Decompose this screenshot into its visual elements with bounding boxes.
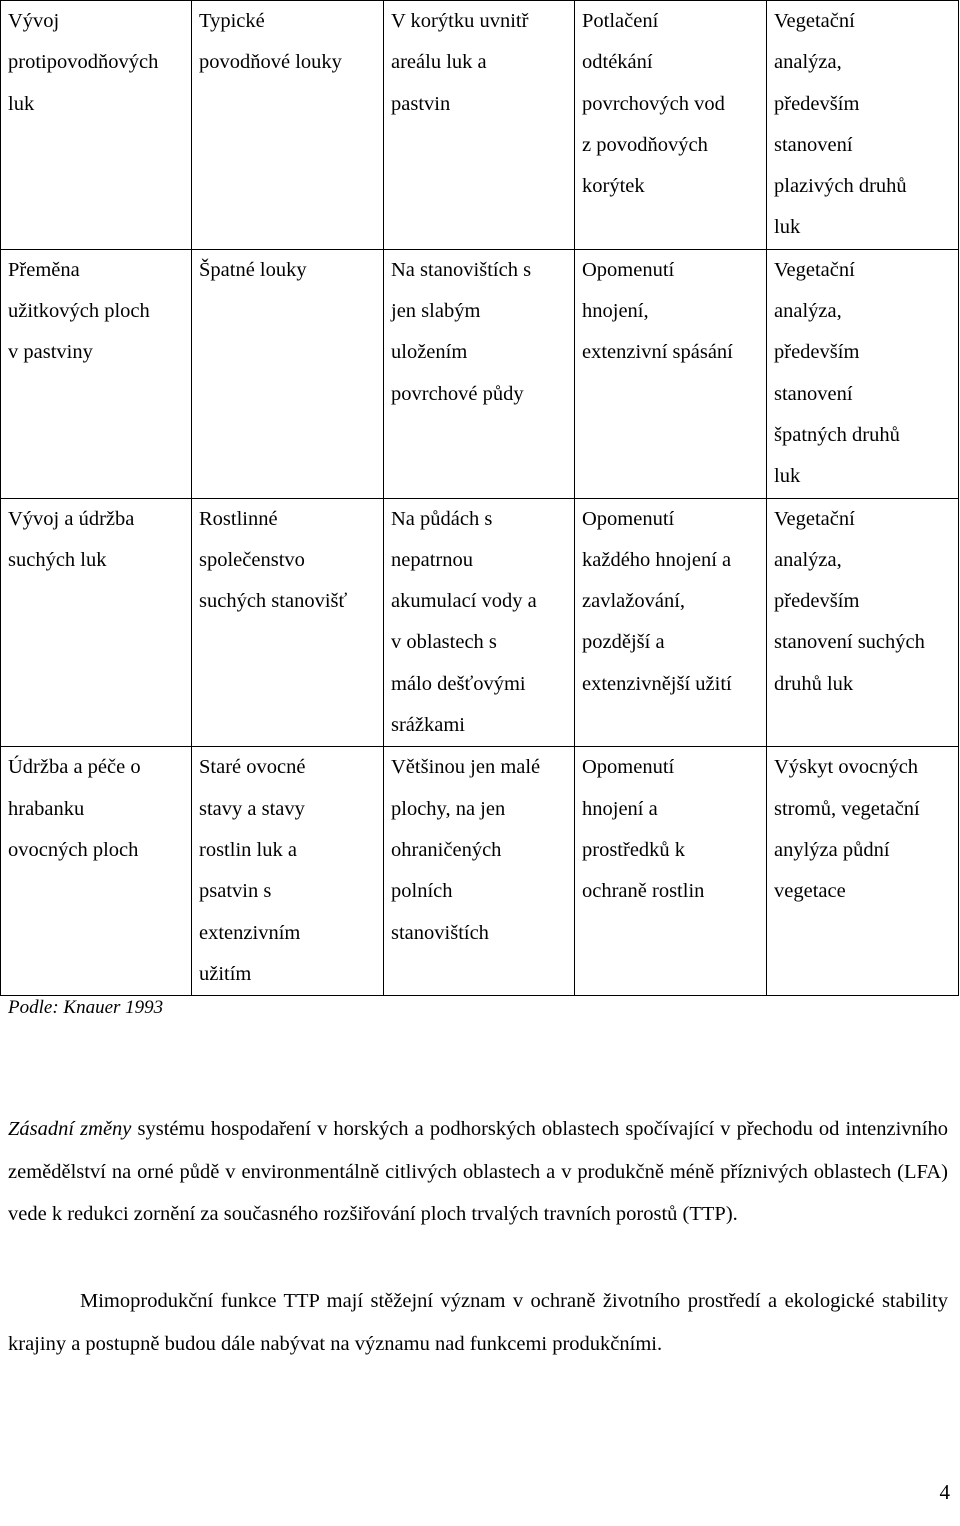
source-note: Podle: Knauer 1993	[8, 997, 164, 1018]
table-cell	[384, 249, 575, 498]
table-cell	[1, 249, 192, 498]
table-cell	[192, 498, 384, 747]
cell-text: Potlačení odtékání povrchových vod z povodňových korýtek	[582, 10, 725, 198]
cell-text: Na stanovištích s jen slabým uložením povrchové půdy	[391, 258, 532, 405]
table-cell	[575, 249, 767, 498]
cell-text: Vývoj protipovodňových luk	[8, 10, 159, 115]
table-cell	[192, 747, 384, 996]
cell-text: Opomenutí hnojení, extenzivní spásání	[582, 258, 733, 364]
cell-text: Rostlinné společenstvo suchých stanovišť	[199, 507, 348, 613]
cell-text: Vývoj a údržba suchých luk	[8, 507, 135, 571]
cell-text: Na půdách s nepatrnou akumulací vody a v oblastech s málo dešťovými srážkami	[391, 507, 537, 737]
table-row	[1, 747, 959, 996]
cell-text: Opomenutí hnojení a prostředků k ochraně rostlin	[582, 756, 705, 903]
table-row	[1, 249, 959, 498]
table-row	[1, 498, 959, 747]
table-cell	[575, 747, 767, 996]
table-cell	[384, 498, 575, 747]
paragraph-lead: Zásadní změny	[8, 1118, 132, 1140]
body-paragraph	[8, 1280, 948, 1365]
body-paragraph	[8, 1108, 948, 1236]
table-cell	[192, 249, 384, 498]
table-cell	[1, 1, 192, 250]
table-cell	[384, 1, 575, 250]
table-row	[1, 1, 959, 250]
cell-text: Výskyt ovocných stromů, vegetační anylýza půdní vegetace	[774, 756, 920, 903]
table-cell	[767, 498, 959, 747]
table-cell	[767, 1, 959, 250]
cell-text: Vegetační analýza, především stanovení špatných druhů luk	[774, 258, 900, 488]
page-number: 4	[939, 1480, 950, 1504]
cell-text: Vegetační analýza, především stanovení plazivých druhů luk	[774, 10, 907, 239]
cell-text: Staré ovocné stavy a stavy rostlin luk a psatvin s extenzivním užitím	[199, 756, 306, 985]
table-cell	[1, 498, 192, 747]
table-cell	[1, 747, 192, 996]
table-cell	[767, 249, 959, 498]
table-cell	[575, 1, 767, 250]
paragraph-text: Mimoprodukční funkce TTP mají stěžejní význam v ochraně životního prostředí a ekologické stability krajiny a postupně budou dále nabývat na významu nad funkcemi produkčními.	[8, 1290, 948, 1355]
cell-text: Přeměna užitkových ploch v pastviny	[8, 258, 150, 364]
table-cell	[192, 1, 384, 250]
cell-text: Údržba a péče o hrabanku ovocných ploch	[8, 756, 141, 861]
cell-text: Typické povodňové louky	[199, 10, 342, 74]
cell-text: Většinou jen malé plochy, na jen ohraničených polních stanovištích	[391, 756, 541, 944]
cell-text: Vegetační analýza, především stanovení suchých druhů luk	[774, 507, 925, 695]
paragraph-text: systému hospodaření v horských a podhorských oblastech spočívající v přechodu od intenzivního zemědělství na orné půdě v environmentálně citlivých oblastech a v produkčně méně příznivých oblastech (LFA) vede k redukci zornění za současného rozšiřování ploch trvalých travních porostů (TTP).	[8, 1118, 948, 1226]
table-cell	[767, 747, 959, 996]
cell-text: V korýtku uvnitř areálu luk a pastvin	[391, 10, 529, 115]
cell-text: Opomenutí každého hnojení a zavlažování, pozdější a extenzivnější užití	[582, 507, 732, 695]
cell-text: Špatné louky	[199, 258, 307, 281]
table-cell	[384, 747, 575, 996]
table-cell	[575, 498, 767, 747]
